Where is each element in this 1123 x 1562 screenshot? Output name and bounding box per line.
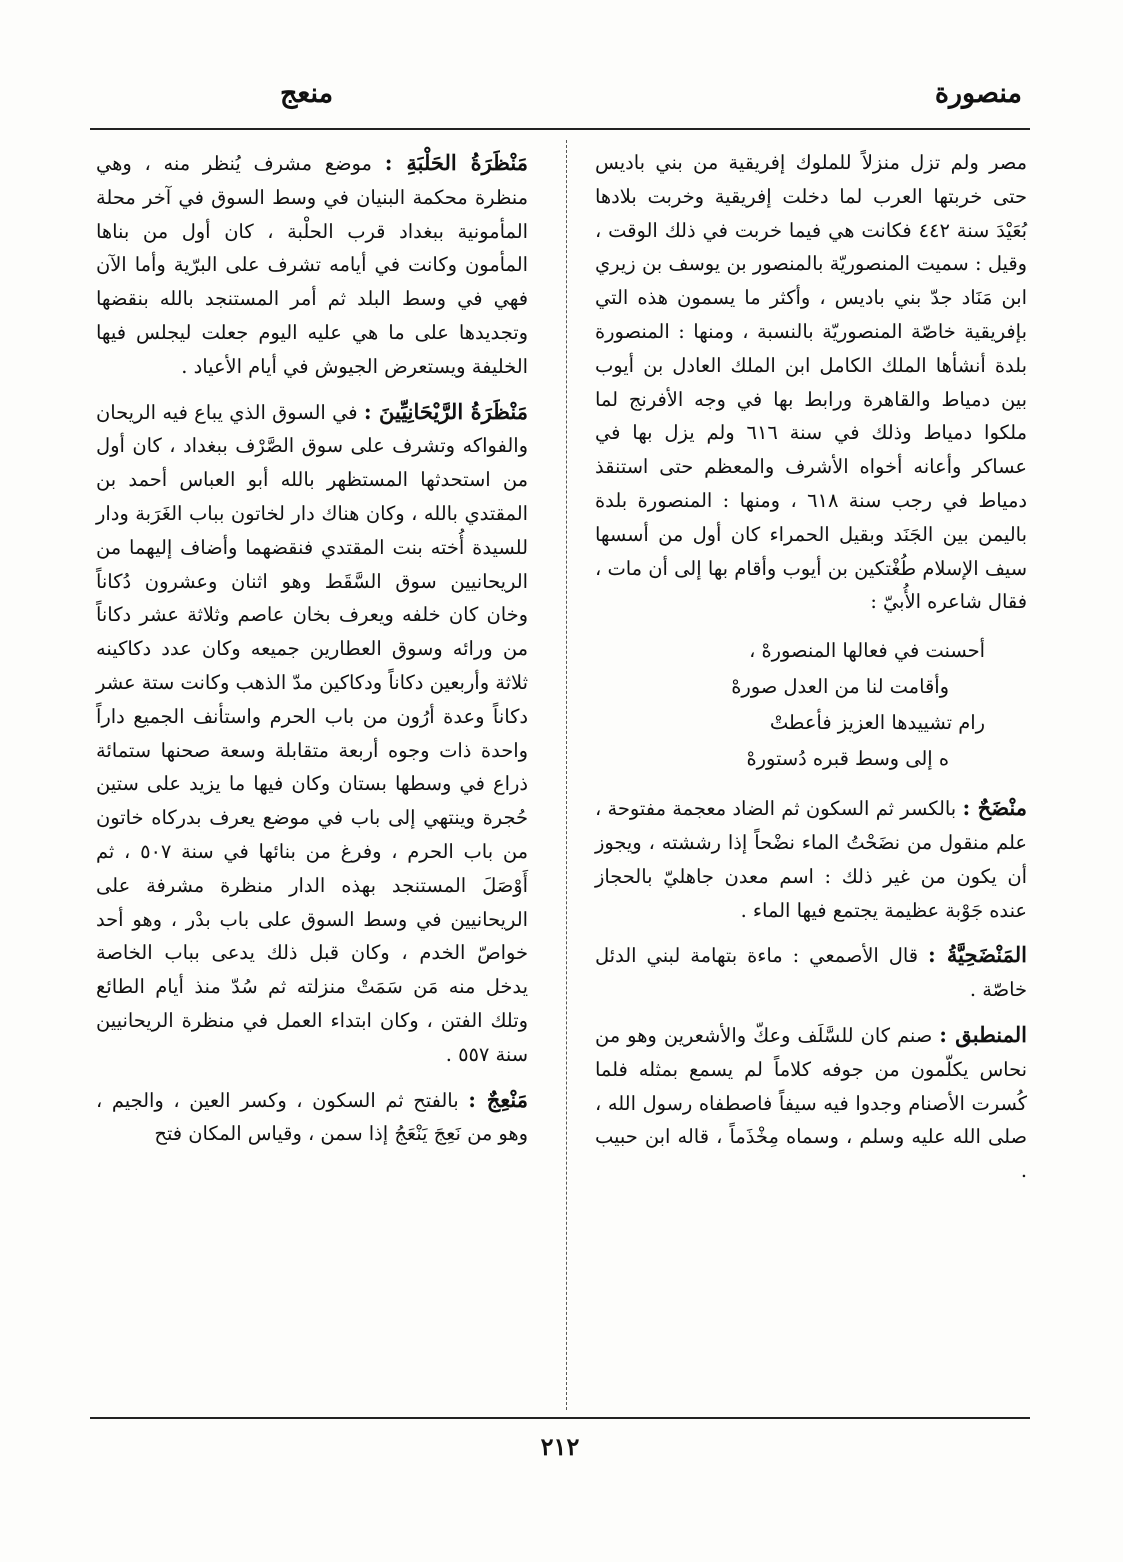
dictionary-entry (595, 1018, 1027, 1188)
page-header (90, 78, 1030, 118)
continued-entry-text: مصر ولم تزل منزلاً للملوك إفريقية من بني باديس حتى خربتها العرب لما دخلت إفريقية وخربت بلادها بُعَيْدَ سنة ٤٤٢ فكانت هي فيما خربت في ذلك الوقت ، وقيل : سميت المنصوريّة بالمنصور بن يوسف بن زيري ابن مَنَاد جدّ بني باديس ، وأكثر ما يسمون هذه التي بإفريقية خاصّة المنصوريّة بالنسبة ، ومنها : المنصورة بلدة أنشأها الملك الكامل ابن الملك العادل بن أيوب بين دمياط والقاهرة ورابط بها في وجه الأفرنج لما ملكوا دمياط وذلك في سنة ٦١٦ ولم يزل بها في عساكر وأعانه أخواه الأشرف والمعظم حتى استنقذ دمياط في رجب سنة ٦١٨ ، ومنها : المنصورة بلدة باليمن بين الجَنَد وبقيل الحمراء كان أول من أسسها سيف الإسلام طُغْتكين بن أيوب وأقام بها إلى أن مات ، فقال شاعره الأُبيّ : (595, 151, 1027, 614)
column-divider (566, 140, 568, 1410)
entry-headword: المَنْضَحِيَّةُ : (928, 942, 1027, 968)
header-rule (90, 128, 1030, 130)
dictionary-entry (595, 938, 1027, 1007)
entry-text: بالفتح ثم السكون ، وكسر العين ، والجيم ، وهو من نَعِجَ يَنْعَجُ إذا سمن ، وقياس المكان فتح (96, 1088, 528, 1146)
entry-text: موضع مشرف يُنظر منه ، وهي منظرة محكمة البنيان في وسط السوق في آخر محلة المأمونية ببغداد قرب الحلْبة ، كان أول من بناها المأمون وكانت في أيامه تشرف على البرّية وأما الآن فهي في وسط البلد ثم أمر المستنجد بالله بنقضها وتجديدها على ما هي عليه اليوم جعلت ليجلس فيها الخليفة ويستعرض الجيوش في أيام الأعياد . (96, 152, 528, 378)
entry-text: قال الأصمعي : ماءة بتهامة لبني الدئل خاصّة . (595, 944, 1027, 1002)
page-number: ٢١٢ (540, 1432, 580, 1461)
poem-line: وأقامت لنا من العدل صورهْ (731, 675, 949, 699)
dictionary-entry (595, 791, 1027, 927)
poem (595, 633, 1027, 777)
entry-text: صنم كان للسَّلَف وعكّ والأشعرين وهو من نحاس يكلّمون من جوفه كلاماً لم يسمع بمثله فلما كُسرت الأصنام وجدوا فيه سيفاً فاصطفاه رسول الله ، صلى الله عليه وسلم ، وسماه مِخْذَماً ، قاله ابن حبيب . (595, 1023, 1027, 1183)
entry-headword: المنطبق : (939, 1021, 1028, 1047)
entry-headword: مَنْعِجٌ : (468, 1086, 529, 1112)
entry-headword: مَنْظَرَةُ الحَلْبَةِ : (384, 150, 528, 175)
entry-text: في السوق الذي يباع فيه الريحان والفواكه وتشرف على سوق الصَّرْف ببغداد ، كان أول من استحدثها المستظهر بالله أبو العباس أحمد بن المقتدي بالله ، وكان هناك دار لخاتون بباب الغَرَبة ودار للسيدة أُخته بنت المقتدي فنقضهما وأضاف إليهما من الريحانيين سوق السَّقَط وهو اثنان وعشرون دُكاناً وخان كان خلفه ويعرف بخان عاصم وثلاثة عشر دكاناً من ورائه وسوق العطارين جميعه وكان عدد دكاكينه ثلاثة وأربعين دكاناً ودكاكين مدّ الذهب وكانت ستة عشر دكاناً وعدة أرُون من باب الحرم واستأنف الجميع داراً واحدة ذات وجوه أربعة متقابلة وسعة صحنها ستمائة ذراع في وسطها بستان وكان فيها ما يزيد على ستين حُجرة وينتهي إلى باب في موضع يعرف بدركاه خاتون من باب الحرم ، وفرغ من بنائها في سنة ٥٠٧ ، ثم أَوْصَلَ المستنجد بهذه الدار منظرة مشرفة على الريحانيين في وسط السوق على باب بدْر ، وهو أحد خواصّ الخدم ، وكان قبل ذلك يدعى بباب الخاصة يدخل منه مَن سَمَتْ منزلته ثم سُدّ منذ أيام الطائع وتلك الفتن ، وكان ابتداء العمل في منظرة الريحانيين سنة ٥٥٧ . (96, 400, 528, 1066)
footer-rule (90, 1417, 1030, 1419)
running-head-right: منصورة (934, 78, 1022, 109)
poem-line: رام تشييدها العزيز فأعطتْ (769, 711, 985, 735)
dictionary-entry (96, 395, 528, 1072)
dictionary-entry (96, 146, 528, 384)
poem-line: ه إلى وسط قبره دُستورهْ (746, 747, 949, 771)
left-column (96, 146, 528, 1162)
entry-headword: منْضَحٌ : (962, 795, 1028, 821)
poem-line: أحسنت في فعالها المنصورهْ ، (749, 639, 985, 663)
entry-headword: مَنْظَرَةُ الرَّيْحَانِيِّينَ : (363, 398, 528, 424)
running-head-left: منعج (280, 78, 334, 109)
dictionary-entry (96, 1083, 528, 1152)
entry-text: بالكسر ثم السكون ثم الضاد معجمة مفتوحة ، علم منقول من نضَحْتُ الماء نضْحاً إذا رششته ، ويجوز أن يكون من غير ذلك : اسم معدن جاهليّ بالحجاز عنده جَوْبة عظيمة يجتمع فيها الماء . (595, 797, 1027, 922)
right-column (595, 146, 1027, 1199)
